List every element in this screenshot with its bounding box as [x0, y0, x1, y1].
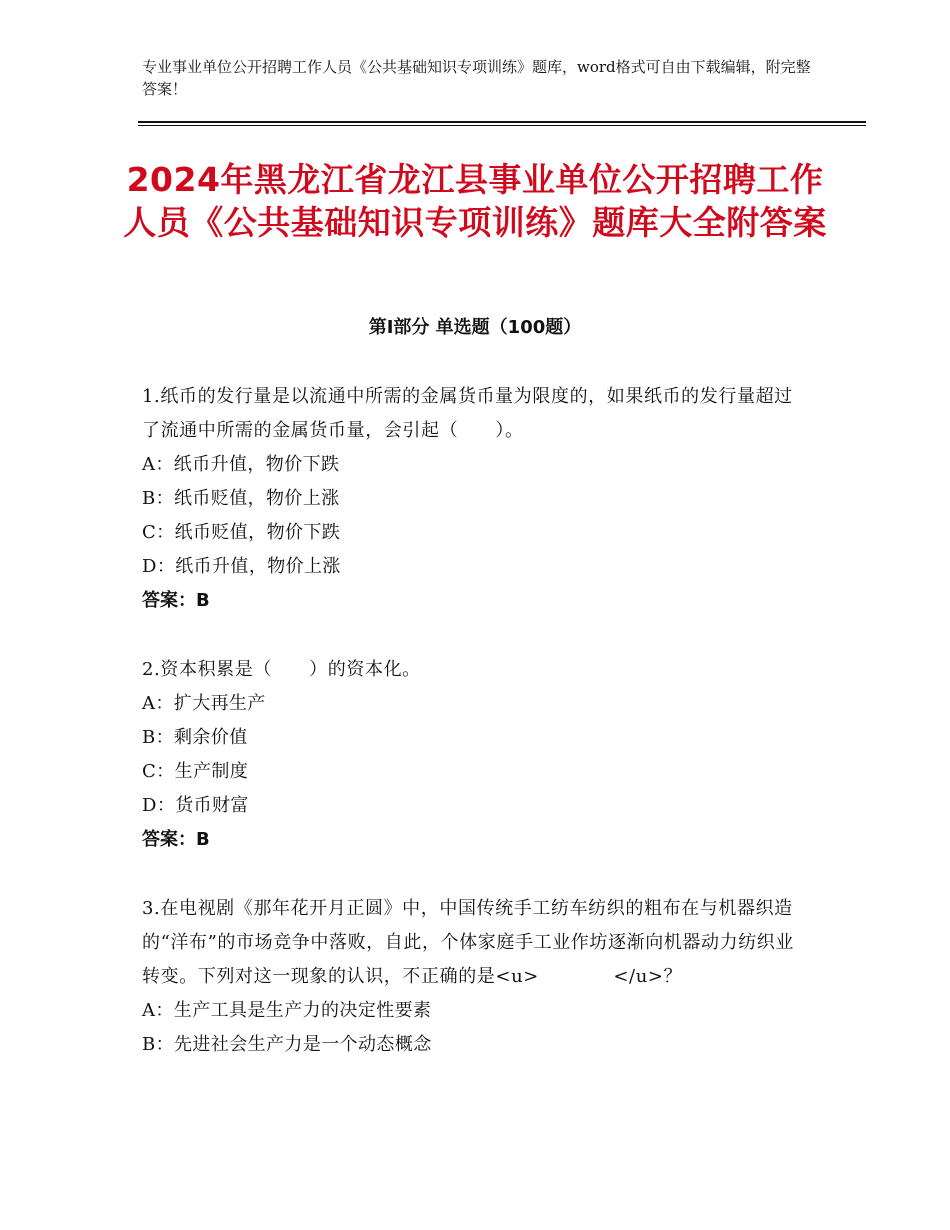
- question-3: [142, 892, 802, 1062]
- option-b: B：剩余价值: [142, 727, 248, 748]
- document-title: 2024年黑龙江省龙江县事业单位公开招聘工作人员《公共基础知识专项训练》题库大全附答案: [123, 160, 827, 242]
- option-d: D：纸币升值，物价上涨: [142, 556, 341, 577]
- option-d: D：货币财富: [142, 795, 249, 816]
- option-c: C：生产制度: [142, 761, 249, 782]
- option-c: C：纸币贬值，物价下跌: [142, 522, 341, 543]
- option-b: B：纸币贬值，物价上涨: [142, 488, 340, 509]
- option-b: B：先进社会生产力是一个动态概念: [142, 1034, 432, 1055]
- question-stem: 2.资本积累是（ ）的资本化。: [142, 659, 421, 680]
- question-stem: 3.在电视剧《那年花开月正圆》中，中国传统手工纺车纺织的粗布在与机器织造的“洋布”的市场竞争中落败，自此，个体家庭手工业作坊逐渐向机器动力纺织业转变。下列对这一现象的认识，不正确的是<u> </u>？: [142, 898, 795, 987]
- option-a: A：扩大再生产: [142, 693, 266, 714]
- section-title: 第Ⅰ部分 单选题（100题）: [368, 317, 582, 338]
- answer: 答案：B: [142, 829, 210, 850]
- question-stem: 1.纸币的发行量是以流通中所需的金属货币量为限度的，如果纸币的发行量超过了流通中所需的金属货币量，会引起（ ）。: [142, 386, 793, 441]
- option-a: A：纸币升值，物价下跌: [142, 454, 340, 475]
- option-a: A：生产工具是生产力的决定性要素: [142, 1000, 432, 1021]
- question-1: [142, 380, 802, 618]
- header-rule-thick: [138, 121, 866, 123]
- header-note: 专业事业单位公开招聘工作人员《公共基础知识专项训练》题库，word格式可自由下载编辑，附完整答案！: [142, 58, 811, 98]
- header-rule-thin: [138, 125, 866, 126]
- answer: 答案：B: [142, 590, 210, 611]
- question-2: [142, 653, 802, 857]
